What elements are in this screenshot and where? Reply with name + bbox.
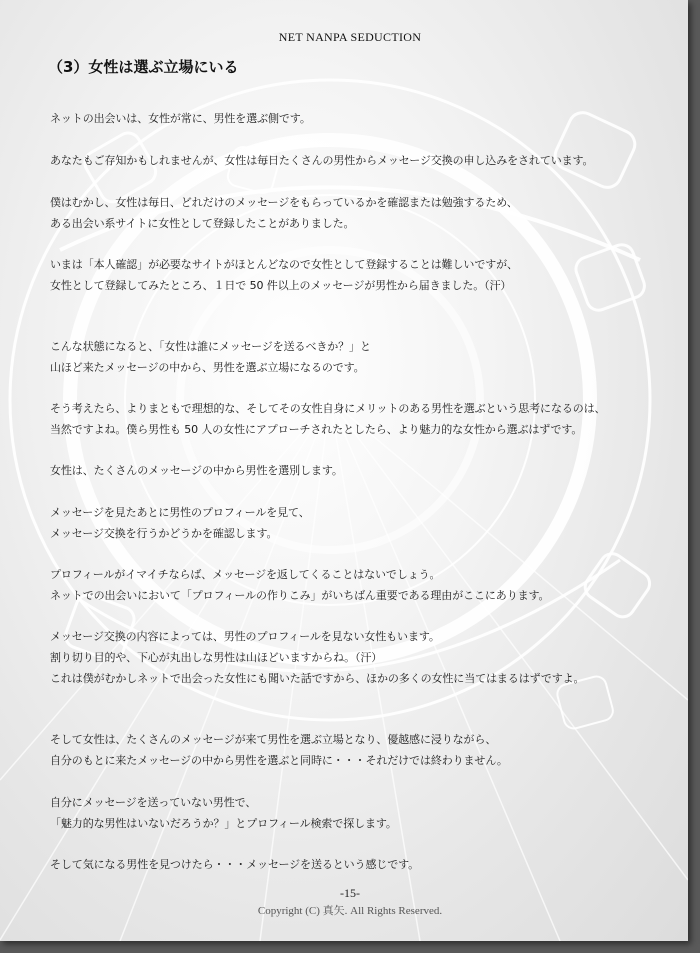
body-line: 女性は、たくさんのメッセージの中から男性を選別します。 <box>50 464 343 477</box>
body-line: 割り切り目的や、下心が丸出しな男性は山ほどいますからね。（汗） <box>50 651 383 664</box>
body-line: こんな状態になると、「女性は誰にメッセージを送るべきか？」と <box>50 340 371 353</box>
body-line: ある出会い系サイトに女性として登録したことがありました。 <box>50 217 355 230</box>
body-line: プロフィールがイマイチならば、メッセージを返してくることはないでしょう。 <box>50 568 441 581</box>
body-line: 山ほど来たメッセージの中から、男性を選ぶ立場になるのです。 <box>50 361 365 374</box>
body-line: 僕はむかし、女性は毎日、どれだけのメッセージをもらっているかを確認または勉強するため、 <box>50 196 518 209</box>
body-line: これは僕がむかしネットで出会った女性にも聞いた話ですから、ほかの多くの女性に当てはまるはずですよ。 <box>50 672 585 685</box>
body-line: 「魅力的な男性はいないだろうか？」とプロフィール検索で探します。 <box>50 817 397 830</box>
body-line: ネットの出会いは、女性が常に、男性を選ぶ側です。 <box>50 112 311 125</box>
body-line: そう考えたら、よりまともで理想的な、そしてその女性自身にメリットのある男性を選ぶという思考になるのは、 <box>50 402 606 415</box>
body-line: いまは「本人確認」が必要なサイトがほとんどなので女性として登録することは難しいですが、 <box>50 258 518 271</box>
copyright-notice: Copyright (C) 真矢. All Rights Reserved. <box>257 905 443 917</box>
body-line: そして女性は、たくさんのメッセージが来て男性を選ぶ立場となり、優越感に浸りながら、 <box>50 733 497 746</box>
body-line: 女性として登録してみたところ、１日で 50 件以上のメッセージが男性から届きました。（汗） <box>50 279 512 292</box>
body-line: メッセージ交換を行うかどうかを確認します。 <box>50 527 278 540</box>
body-line: ネットでの出会いにおいて「プロフィールの作りこみ」がいちばん重要である理由がここにあります。 <box>50 589 550 602</box>
body-line: 当然ですよね。僕ら男性も 50 人の女性にアプローチされたとしたら、より魅力的な女性から選ぶはずです。 <box>50 423 583 436</box>
body-line: メッセージ交換の内容によっては、男性のプロフィールを見ない女性もいます。 <box>50 630 440 643</box>
body-line: メッセージを見たあとに男性のプロフィールを見て、 <box>50 506 310 519</box>
page-number: -15- <box>340 886 360 900</box>
body-line: 自分のもとに来たメッセージの中から男性を選ぶと同時に・・・それだけでは終わりません。 <box>50 754 508 767</box>
section-title: （3）女性は選ぶ立場にいる <box>48 58 239 76</box>
body-line: あなたもご存知かもしれませんが、女性は毎日たくさんの男性からメッセージ交換の申し込みをされています。 <box>50 154 594 167</box>
body-line: そして気になる男性を見つけたら・・・メッセージを送るという感じです。 <box>50 858 420 871</box>
body-line: 自分にメッセージを送っていない男性で、 <box>50 796 257 809</box>
document-header: NET NANPA SEDUCTION <box>278 30 422 44</box>
